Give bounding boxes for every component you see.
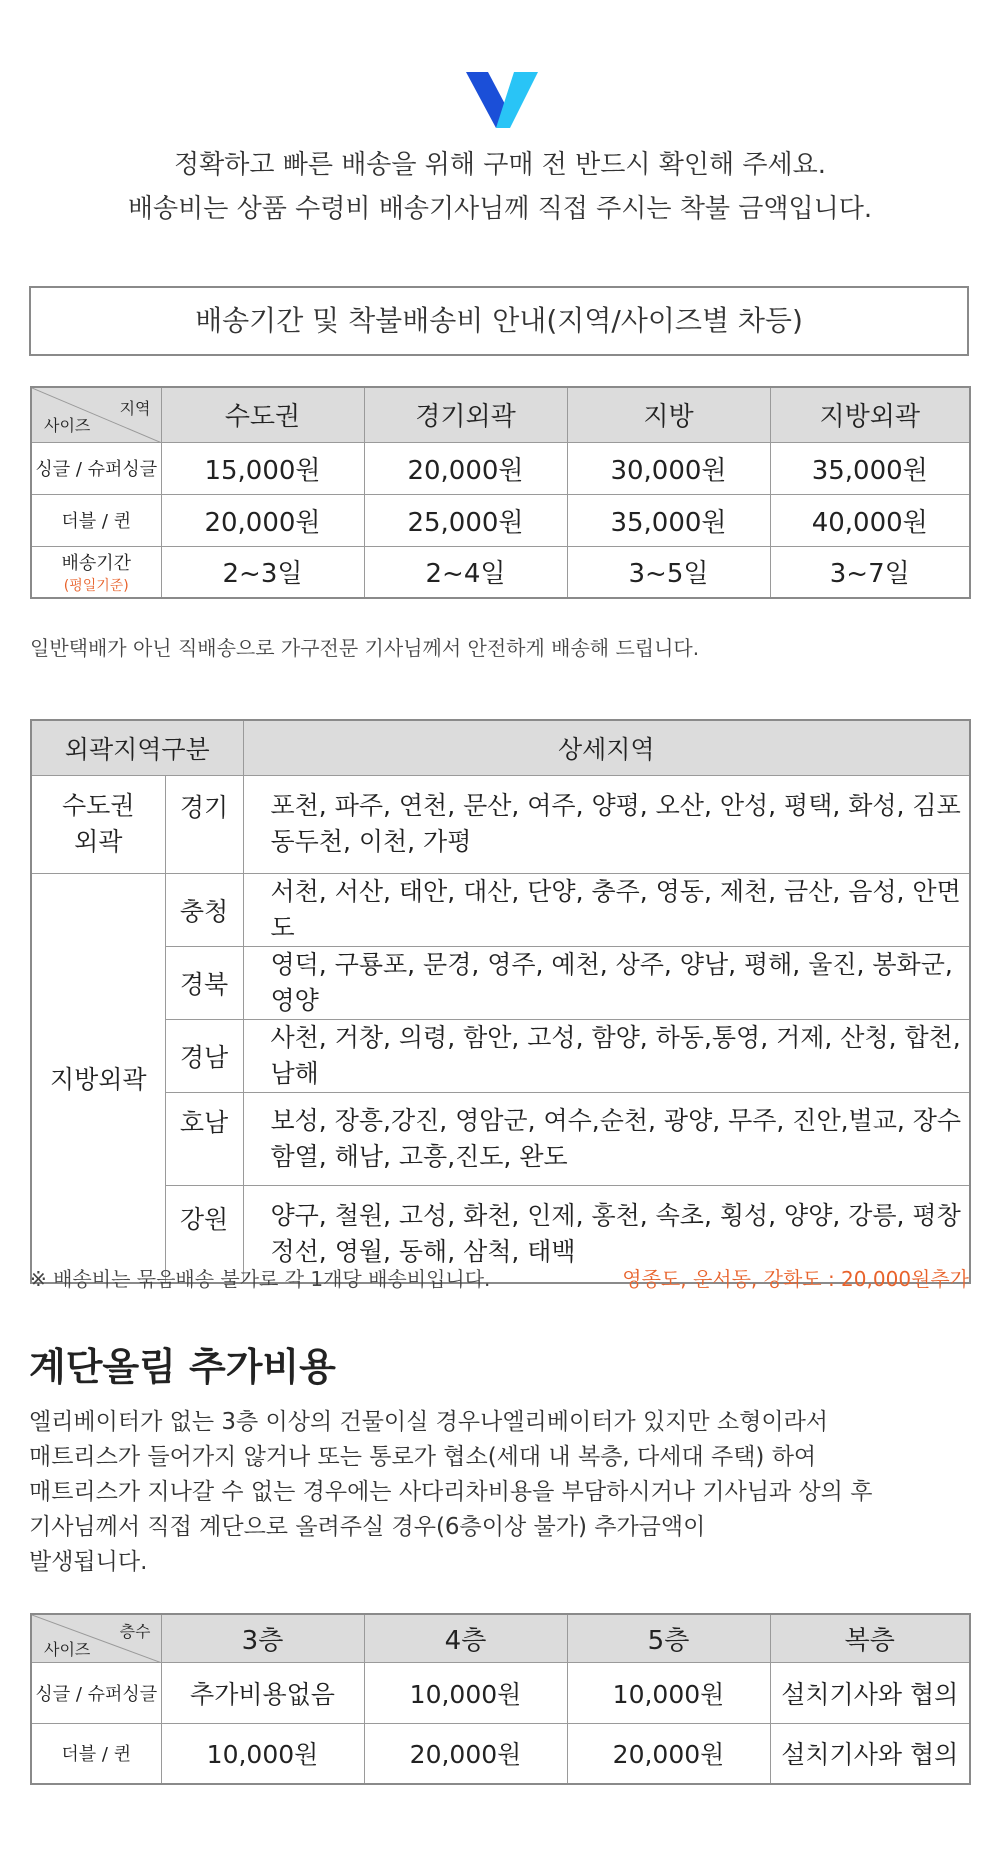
region-table xyxy=(30,719,971,1284)
corner-size-label: 사이즈 xyxy=(44,1639,91,1659)
row-label: 싱글 / 슈퍼싱글 xyxy=(31,442,161,494)
row-label xyxy=(31,546,161,598)
brand-logo-icon xyxy=(466,72,538,128)
region-sub: 충청 xyxy=(165,873,243,946)
column-header: 외곽지역구분 xyxy=(31,720,243,775)
table-cell: 설치기사와 협의 xyxy=(770,1723,970,1784)
detail-line-1: 포천, 파주, 연천, 문산, 여주, 양평, 오산, 안성, 평택, 화성, 김포 xyxy=(270,791,961,820)
corner-region-label: 지역 xyxy=(119,399,151,418)
table-cell: 15,000원 xyxy=(161,442,364,494)
region-sub: 경북 xyxy=(165,946,243,1019)
detail-line-1: 양구, 철원, 고성, 화천, 인제, 홍천, 속초, 횡성, 양양, 강릉, 평창 xyxy=(270,1200,961,1230)
column-header: 상세지역 xyxy=(243,720,970,775)
table-row xyxy=(31,1662,970,1723)
period-sublabel: (평일기준) xyxy=(63,577,129,594)
table-cell: 추가비용없음 xyxy=(161,1662,364,1723)
intro-line-2: 배송비는 상품 수령비 배송기사님께 직접 주시는 착불 금액입니다. xyxy=(127,194,873,224)
row-label: 더블 / 퀸 xyxy=(31,494,161,546)
table-row xyxy=(31,494,970,546)
delivery-note: 일반택배가 아닌 직배송으로 가구전문 기사님께서 안전하게 배송해 드립니다. xyxy=(30,636,700,660)
corner-size-label: 사이즈 xyxy=(44,415,91,435)
table-cell: 40,000원 xyxy=(770,494,970,546)
region-detail: 서천, 서산, 태안, 대산, 단양, 충주, 영동, 제천, 금산, 음성, 안면도 xyxy=(243,873,970,946)
table-row xyxy=(31,1723,970,1784)
stairs-description xyxy=(29,1405,929,1580)
table-cell: 20,000원 xyxy=(567,1723,770,1784)
diagonal-corner-cell xyxy=(31,1614,161,1662)
table-cell: 2~3일 xyxy=(161,546,364,598)
row-label: 더블 / 퀸 xyxy=(31,1723,161,1784)
region-detail: 영덕, 구룡포, 문경, 영주, 예천, 상주, 양남, 평해, 울진, 봉화군, 영양 xyxy=(243,946,970,1019)
table-cell: 35,000원 xyxy=(567,494,770,546)
table-cell: 25,000원 xyxy=(364,494,567,546)
column-header: 복층 xyxy=(770,1614,970,1662)
table-cell: 설치기사와 협의 xyxy=(770,1662,970,1723)
detail-line-2: 정선, 영월, 동해, 삼척, 태백 xyxy=(270,1236,576,1266)
bundle-note: ※ 배송비는 묶음배송 불가로 각 1개당 배송비입니다. xyxy=(30,1267,491,1291)
table-row xyxy=(31,1092,970,1185)
region-group: 지방외곽 xyxy=(31,873,165,1283)
column-header: 5층 xyxy=(567,1614,770,1662)
region-sub: 경남 xyxy=(165,1019,243,1092)
table-row xyxy=(31,442,970,494)
table-row xyxy=(31,873,970,946)
row-label: 싱글 / 슈퍼싱글 xyxy=(31,1662,161,1723)
surcharge-note: 영종도, 운서동, 강화도 : 20,000원추가 xyxy=(622,1267,969,1291)
table-cell: 30,000원 xyxy=(567,442,770,494)
region-sub: 강원 xyxy=(165,1185,243,1283)
column-header: 경기외곽 xyxy=(364,387,567,442)
shipping-info-banner: 배송기간 및 착불배송비 안내(지역/사이즈별 차등) xyxy=(29,286,969,356)
region-sub: 호남 xyxy=(165,1092,243,1185)
table-cell: 20,000원 xyxy=(364,1723,567,1784)
table-cell: 3~5일 xyxy=(567,546,770,598)
region-detail: 사천, 거창, 의령, 함안, 고성, 함양, 하동,통영, 거제, 산청, 합천, 남해 xyxy=(243,1019,970,1092)
table-cell: 20,000원 xyxy=(161,494,364,546)
period-label: 배송기간 xyxy=(61,552,132,574)
table-cell: 10,000원 xyxy=(161,1723,364,1784)
table-cell: 35,000원 xyxy=(770,442,970,494)
intro-line-1: 정확하고 빠른 배송을 위해 구매 전 반드시 확인해 주세요. xyxy=(173,150,827,180)
region-sub: 경기 xyxy=(165,775,243,873)
column-header: 수도권 xyxy=(161,387,364,442)
table-header-row xyxy=(31,1614,970,1662)
para-line: 발생됩니다. xyxy=(29,1549,148,1575)
table-cell: 10,000원 xyxy=(567,1662,770,1723)
table-row xyxy=(31,1019,970,1092)
region-detail xyxy=(243,1092,970,1185)
table-cell: 2~4일 xyxy=(364,546,567,598)
table-row xyxy=(31,775,970,873)
table-header-row xyxy=(31,720,970,775)
corner-floor-label: 층수 xyxy=(119,1622,151,1641)
table-cell: 3~7일 xyxy=(770,546,970,598)
region-group-line-2: 외곽 xyxy=(74,827,123,856)
table-row-period xyxy=(31,546,970,598)
region-group-line-1: 수도권 xyxy=(62,791,135,820)
column-header: 4층 xyxy=(364,1614,567,1662)
intro-text xyxy=(0,143,1000,231)
column-header: 3층 xyxy=(161,1614,364,1662)
column-header: 지방 xyxy=(567,387,770,442)
para-line: 매트리스가 들어가지 않거나 또는 통로가 협소(세대 내 복층, 다세대 주택) 하여 xyxy=(29,1444,817,1470)
column-header: 지방외곽 xyxy=(770,387,970,442)
detail-line-1: 보성, 장흥,강진, 영암군, 여수,순천, 광양, 무주, 진안,벌교, 장수 xyxy=(270,1105,962,1135)
table-cell: 10,000원 xyxy=(364,1662,567,1723)
shipping-fee-table xyxy=(30,386,971,599)
stairs-title: 계단올림 추가비용 xyxy=(29,1345,336,1389)
diagonal-corner-cell xyxy=(31,387,161,442)
table-row xyxy=(31,946,970,1019)
para-line: 매트리스가 지나갈 수 없는 경우에는 사다리차비용을 부담하시거나 기사님과 상의 후 xyxy=(29,1479,873,1505)
para-line: 기사님께서 직접 계단으로 올려주실 경우(6층이상 불가) 추가금액이 xyxy=(29,1514,706,1540)
para-line: 엘리베이터가 없는 3층 이상의 건물이실 경우나엘리베이터가 있지만 소형이라서 xyxy=(29,1409,829,1435)
table-cell: 20,000원 xyxy=(364,442,567,494)
table-header-row xyxy=(31,387,970,442)
region-detail xyxy=(243,775,970,873)
stairs-fee-table xyxy=(30,1613,971,1785)
detail-line-2: 동두천, 이천, 가평 xyxy=(270,827,472,856)
region-group xyxy=(31,775,165,873)
detail-line-2: 함열, 해남, 고흥,진도, 완도 xyxy=(270,1141,568,1171)
